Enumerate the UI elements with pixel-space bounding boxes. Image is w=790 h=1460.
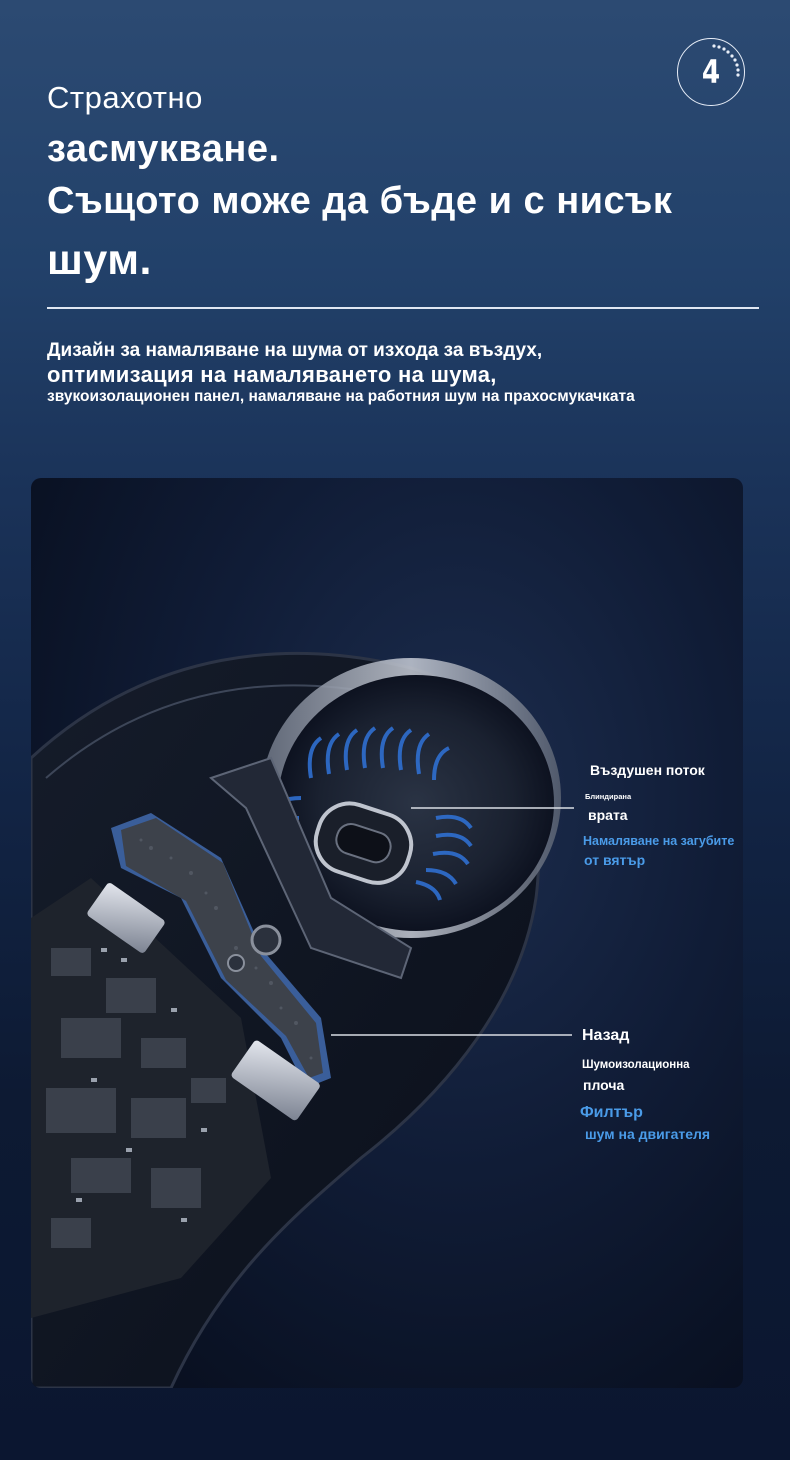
back-benefit-line-1: Филтър bbox=[580, 1104, 643, 1121]
back-title: Назад bbox=[582, 1027, 630, 1044]
headline-line-3: Същото може да бъде и с нисък bbox=[47, 180, 673, 222]
headline-line-1: Страхотно bbox=[47, 80, 203, 115]
subtitle-line-2: оптимизация на намаляването на шума, bbox=[47, 362, 497, 387]
airflow-benefit-line-1: Намаляване на загубите bbox=[583, 834, 735, 848]
headline-line-4: шум. bbox=[47, 236, 152, 284]
headline-line-2: засмукване. bbox=[47, 128, 280, 170]
product-cutaway-image bbox=[31, 478, 743, 1388]
subtitle-line-3: звукоизолационен панел, намаляване на работния шум на прахосмукачката bbox=[47, 388, 635, 405]
step-number-badge bbox=[677, 38, 745, 106]
step-number: 4 bbox=[701, 53, 721, 91]
airflow-small-label: Блиндирана bbox=[585, 792, 632, 801]
airflow-title: Въздушен поток bbox=[590, 762, 705, 778]
back-benefit-line-2: шум на двигателя bbox=[585, 1126, 711, 1142]
back-small-label: Шумоизолационна bbox=[582, 1059, 690, 1071]
airflow-benefit-line-2: от вятър bbox=[584, 852, 646, 868]
subtitle-line-1: Дизайн за намаляване на шума от изхода за въздух, bbox=[47, 340, 543, 361]
back-name: плоча bbox=[583, 1077, 625, 1093]
vacuum-cross-section-illustration bbox=[31, 478, 743, 1388]
divider bbox=[47, 307, 759, 309]
airflow-name: врата bbox=[588, 807, 628, 823]
